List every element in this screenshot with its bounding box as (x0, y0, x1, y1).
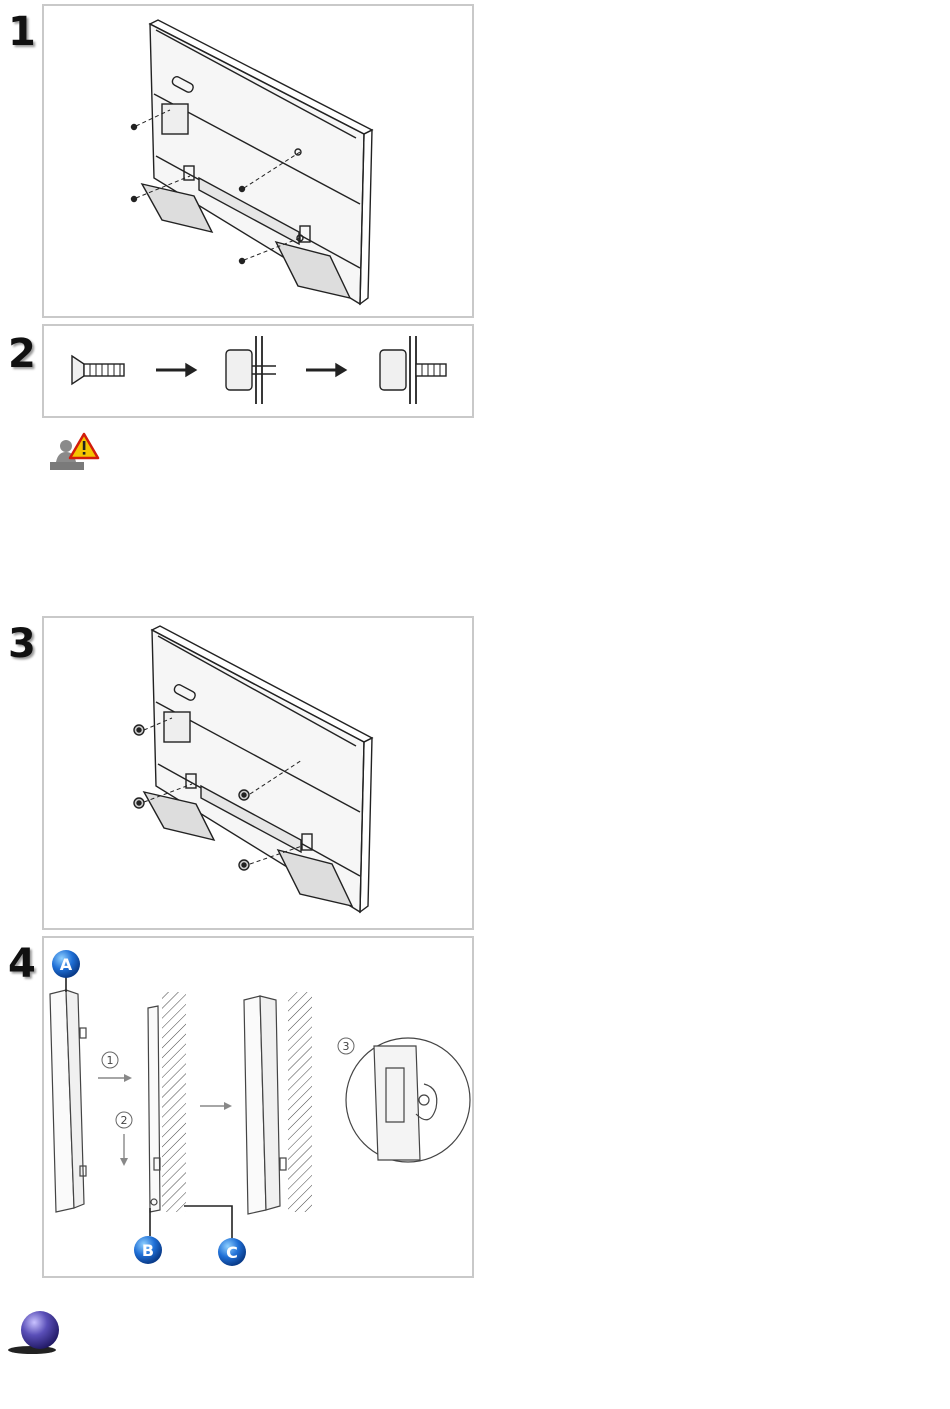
callout-b-badge (134, 1236, 162, 1264)
step-2-panel (42, 324, 474, 418)
svg-text:3: 3 (342, 1040, 350, 1053)
svg-text:1: 1 (106, 1054, 114, 1067)
svg-text:A: A (59, 955, 73, 974)
svg-text:B: B (141, 1241, 155, 1260)
sub-step-1-marker (102, 1052, 118, 1068)
tv-back-screws-illustration (44, 6, 472, 316)
step-number-3: 3 (8, 621, 36, 667)
step-1-panel (42, 4, 474, 318)
svg-text:2: 2 (120, 1114, 128, 1127)
wall-mount-hanging-illustration (44, 938, 472, 1276)
svg-text:C: C (226, 1243, 238, 1262)
tv-back-spacers-illustration (44, 618, 472, 928)
screw-spacer-sequence-illustration (44, 326, 472, 416)
step-number-1: 1 (8, 9, 36, 55)
sub-step-2-marker (116, 1112, 132, 1128)
callout-a-badge (52, 950, 80, 978)
note-sphere-icon (6, 1310, 64, 1356)
step-number-4: 4 (8, 941, 36, 987)
step-4-panel (42, 936, 474, 1278)
sub-step-3-marker (338, 1038, 354, 1054)
step-3-panel (42, 616, 474, 930)
warning-person-icon (48, 432, 100, 472)
step-number-2: 2 (8, 331, 36, 377)
callout-c-badge (218, 1238, 246, 1266)
